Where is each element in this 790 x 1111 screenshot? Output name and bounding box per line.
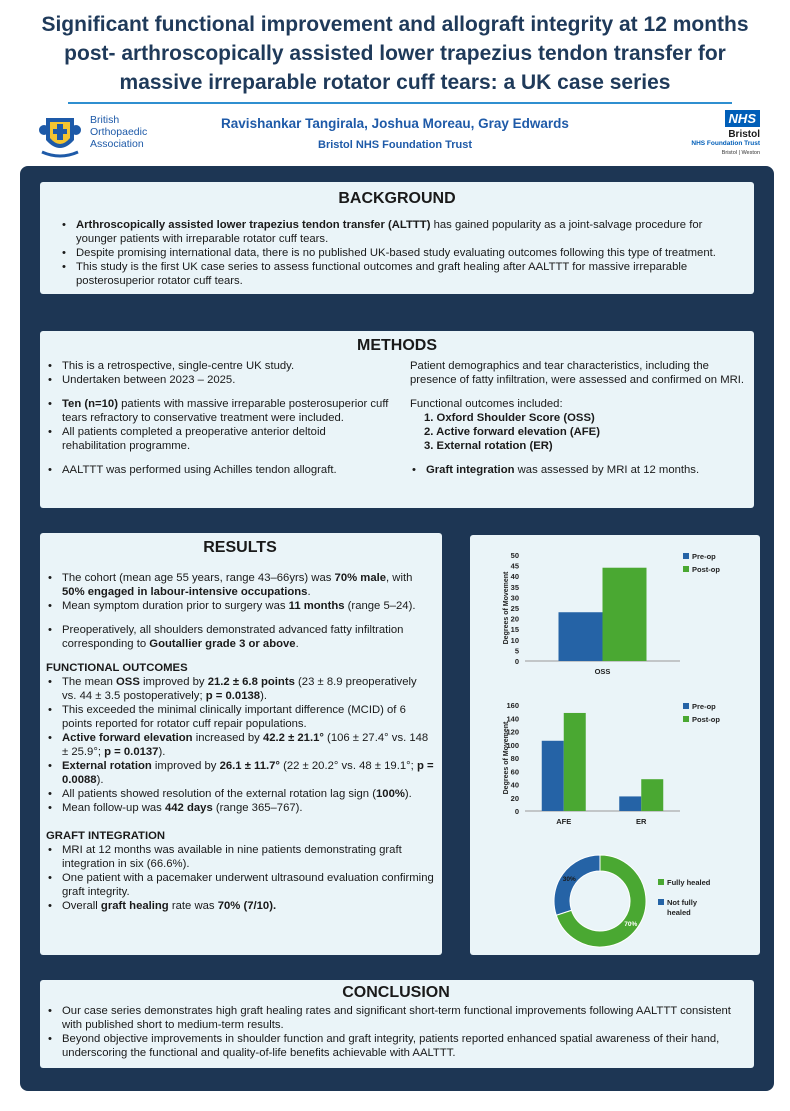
bar-oss-pre-op	[559, 612, 603, 661]
methods-paragraph: Patient demographics and tear characteristics, including the presence of fatty infiltration, were assessed and confirmed on MRI.	[410, 360, 745, 386]
y-tick-label: 15	[510, 625, 519, 635]
bar-er-pre-op	[619, 796, 641, 811]
legend-swatch	[683, 553, 689, 559]
y-tick-label: 0	[514, 657, 519, 666]
results-bullet: • One patient with a pacemaker underwent ultrasound evaluation confirming graft integrity.	[46, 871, 434, 899]
results-bullet: • All patients showed resolution of the external rotation lag sign (100%).	[46, 787, 434, 801]
results-section	[40, 533, 442, 955]
background-bullet: • Despite promising international data, there is no published UK-based study evaluating outcomes following this type of treatment.	[60, 246, 740, 260]
y-tick-label: 25	[510, 604, 519, 613]
donut-slice-not-fully-healed	[554, 855, 600, 915]
legend-label: Post-op	[692, 565, 720, 574]
conclusion-bullet: • Beyond objective improvements in shoulder function and graft integrity, patients reported enhanced spatial awareness of their hand, underscoring the functional and quality-of-life benefits achievable with AALTTT.	[46, 1032, 746, 1060]
y-tick-label: 45	[510, 561, 519, 571]
outcome-item: 1. Oxford Shoulder Score (OSS)	[424, 412, 595, 424]
bar-oss-post-op	[603, 568, 647, 661]
results-bullet: • External rotation improved by 26.1 ± 11.7° (22 ± 20.2° vs. 48 ± 19.1°; p = 0.0088).	[46, 759, 434, 787]
boa-line3: Association	[90, 138, 144, 150]
y-tick-label: 40	[510, 572, 519, 582]
results-bullet: • MRI at 12 months was available in nine patients demonstrating graft integration in six (66.6%).	[46, 843, 434, 871]
y-tick-label: 20	[510, 793, 519, 803]
donut-data-label: 30%	[562, 876, 576, 884]
methods-bullet: • Undertaken between 2023 – 2025.	[46, 373, 391, 387]
y-tick-label: 10	[510, 635, 519, 645]
bar-er-post-op	[641, 779, 663, 811]
conclusion-bullet: • Our case series demonstrates high graft healing rates and significant short-term functional improvements following AALTTT consistent with published short to medium-term results.	[46, 1004, 746, 1032]
methods-bullet: • This is a retrospective, single-centre UK study.	[46, 359, 391, 373]
bar-afe-pre-op	[542, 741, 564, 811]
poster-title: Significant functional improvement and allograft integrity at 12 months post- arthroscopically assisted lower trapezius tendon transfer for massive irreparable rotator cuff tears: a UK case series	[41, 13, 749, 94]
y-axis-label: Degrees of Movement	[503, 571, 510, 645]
boa-crest-icon	[38, 110, 82, 160]
x-tick-label: OSS	[594, 667, 611, 676]
x-tick-label: ER	[636, 817, 647, 826]
legend-label: Pre-op	[692, 552, 716, 561]
y-tick-label: 100	[506, 740, 519, 750]
y-tick-label: 120	[506, 727, 519, 737]
y-axis-label: Degrees of Movement	[503, 721, 510, 795]
y-tick-label: 0	[514, 807, 519, 816]
background-bullet: • Arthroscopically assisted lower trapezius tendon transfer (ALTTT) has gained popularity as a joint-salvage procedure for younger patients with irreparable rotator cuff tears.	[60, 218, 740, 246]
y-tick-label: 5	[514, 646, 519, 656]
legend-label: Not fully healed	[667, 898, 697, 917]
results-bullet: • Active forward elevation increased by 42.2 ± 21.1° (106 ± 27.4° vs. 148 ± 25.9°; p = 0.0137).	[46, 731, 434, 759]
background-title: BACKGROUND	[338, 190, 456, 207]
functional-outcomes-heading: FUNCTIONAL OUTCOMES	[46, 662, 188, 674]
legend-swatch	[683, 716, 689, 722]
legend-label: Pre-op	[692, 702, 716, 711]
results-bullet: • The cohort (mean age 55 years, range 43–66yrs) was 70% male, with 50% engaged in labour-intensive occupations.	[46, 571, 434, 599]
x-tick-label: AFE	[556, 817, 572, 826]
title-divider	[68, 102, 732, 104]
y-tick-label: 60	[510, 767, 519, 777]
results-bullet: • The mean OSS improved by 21.2 ± 6.8 points (23 ± 8.9 preoperatively vs. 44 ± 3.5 postoperatively; p = 0.0138).	[46, 675, 434, 703]
results-bullet: • Mean follow-up was 442 days (range 365–767).	[46, 801, 434, 815]
results-bullet: • Mean symptom duration prior to surgery was 11 months (range 5–24).	[46, 599, 434, 613]
methods-paragraph: Functional outcomes included:	[410, 398, 563, 410]
nhs-line2: NHS Foundation Trust	[691, 140, 760, 147]
donut-data-label: 70%	[624, 920, 638, 928]
methods-bullet: • Graft integration was assessed by MRI at 12 months.	[410, 463, 750, 477]
y-tick-label: 35	[510, 582, 519, 592]
nhs-logo	[680, 110, 760, 156]
bar-afe-post-op	[564, 713, 586, 811]
affiliation: Bristol NHS Foundation Trust	[318, 139, 472, 151]
nhs-line3: Bristol | Weston	[721, 150, 760, 156]
authors: Ravishankar Tangirala, Joshua Moreau, Gray Edwards	[221, 116, 569, 131]
methods-bullet: • All patients completed a preoperative anterior deltoid rehabilitation programme.	[46, 425, 391, 453]
boa-line2: Orthopaedic	[90, 126, 148, 138]
methods-bullet: • AALTTT was performed using Achilles tendon allograft.	[46, 463, 391, 477]
background-section	[40, 182, 754, 294]
methods-bullet: • Ten (n=10) patients with massive irreparable posterosuperior cuff tears refractory to conservative treatment were included.	[46, 397, 391, 425]
results-title: RESULTS	[203, 539, 277, 556]
graft-integration-heading: GRAFT INTEGRATION	[46, 830, 166, 842]
background-bullet: • This study is the first UK case series to assess functional outcomes and graft healing after AALTTT for massive irreparable posterosuperior rotator cuff tears.	[60, 260, 740, 288]
legend-label: Post-op	[692, 715, 720, 724]
oss-bar-chart	[470, 543, 760, 688]
results-bullet: • Preoperatively, all shoulders demonstrated advanced fatty infiltration corresponding to Goutallier grade 3 or above.	[46, 623, 434, 651]
legend-label: Fully healed	[667, 878, 711, 887]
legend-swatch	[658, 879, 664, 885]
methods-section	[40, 331, 754, 508]
y-tick-label: 160	[506, 701, 519, 710]
legend-swatch	[683, 703, 689, 709]
conclusion-section	[40, 980, 754, 1068]
results-charts	[470, 535, 760, 955]
y-tick-label: 30	[510, 593, 519, 603]
y-tick-label: 20	[510, 614, 519, 624]
methods-title: METHODS	[357, 337, 437, 354]
y-tick-label: 50	[510, 551, 519, 560]
outcome-item: 2. Active forward elevation (AFE)	[424, 426, 600, 438]
y-tick-label: 140	[506, 714, 519, 724]
results-bullet: • This exceeded the minimal clinically important difference (MCID) of 6 points reported for rotator cuff repair populations.	[46, 703, 434, 731]
nhs-badge: NHS	[725, 110, 760, 127]
results-bullet: • Overall graft healing rate was 70% (7/10).	[46, 899, 434, 913]
afe-er-bar-chart	[470, 693, 760, 838]
y-tick-label: 40	[510, 780, 519, 790]
conclusion-title: CONCLUSION	[342, 984, 450, 1001]
nhs-line1: Bristol	[728, 129, 760, 140]
outcome-item: 3. External rotation (ER)	[424, 440, 553, 452]
boa-line1: British	[90, 114, 120, 126]
legend-swatch	[683, 566, 689, 572]
legend-swatch	[658, 899, 664, 905]
graft-healing-donut-chart	[470, 845, 760, 955]
y-tick-label: 80	[510, 754, 519, 763]
